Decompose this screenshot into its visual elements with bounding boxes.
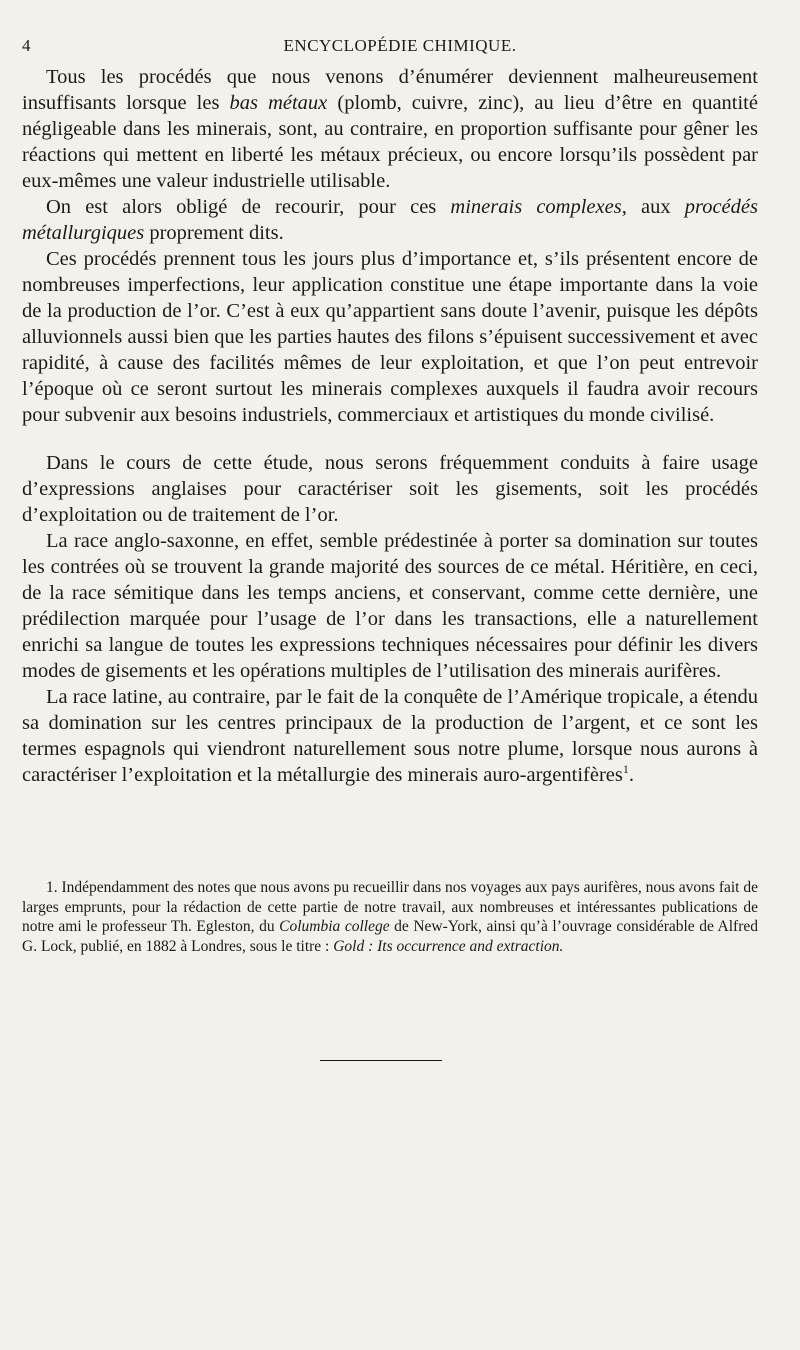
footnotes <box>22 878 758 956</box>
text-run: Ces procédés prennent tous les jours plus d’importance et, s’ils présentent encore de nombreuses imperfections, leur application constitue une étape importante dans la voie de la production de l’or. C’est à eux qu’appartient sans doute l’avenir, puisque les dépôts alluvionnels aussi bien que les parties hautes des filons s’épuisent successivement et avec rapidité, à cause des facilités mêmes de leur exploitation, et que l’on peut entrevoir l’époque où ce seront surtout les minerais complexes auxquels il faudra avoir recours pour subvenir aux besoins industriels, commerciaux et artistiques du monde civilisé. <box>22 248 758 426</box>
body-text <box>22 64 758 788</box>
paragraph <box>22 684 758 788</box>
text-run: 1. Indépendamment des notes que nous avons pu recueillir dans nos voyages aux pays aurifères, nous avons fait de larges emprunts, pour la rédaction de cette partie de notre travail, aux nombreuses et intéressantes publications de notre ami le professeur Th. Egleston, du <box>22 879 758 935</box>
text-run: de New-York, ainsi qu’à l’ouvrage considérable de Alfred G. Lock, publié, en 1882 à Londres, sous le titre : <box>22 918 759 955</box>
text-run: proprement dits. <box>144 222 284 244</box>
paragraph <box>22 194 758 246</box>
italic-phrase: bas métaux <box>229 92 328 114</box>
text-run: . <box>628 764 635 786</box>
paragraph <box>22 528 758 684</box>
page-header <box>22 36 778 60</box>
text-run: Dans le cours de cette étude, nous serons fréquemment conduits à faire usage d’expressions anglaises pour caractériser soit les gisements, soit les procédés d’exploitation ou de traitement de l’or. <box>22 452 758 526</box>
end-rule <box>320 1060 442 1061</box>
text-run: Tous les procédés que nous venons d’énumérer deviennent malheureusement insuffisants lorsque les <box>22 66 758 114</box>
italic-phrase: minerais complexes <box>450 196 622 218</box>
text-run: La race anglo-saxonne, en effet, semble prédestinée à porter sa domination sur toutes les contrées où se trouvent la grande majorité des sources de ce métal. Héritière, en ceci, de la race sémitique dans les temps anciens, et conservant, comme cette dernière, une prédilection marquée pour l’usage de l’or dans les transactions, elle a naturellement enrichi sa langue de toutes les expressions techniques nécessaires pour définir les divers modes de gisements et les opérations multiples de l’utilisation des minerais aurifères. <box>22 530 758 682</box>
paragraph <box>22 64 758 194</box>
paragraph <box>22 450 758 528</box>
text-run: La race latine, au contraire, par le fait de la conquête de l’Amérique tropicale, a étendu sa domination sur les centres principaux de la production de l’argent, et ce sont les termes espagnols qui viendront naturellement sous notre plume, lorsque nous aurons à caractériser l’exploitation et la métallurgie des minerais auro-argentifères <box>22 686 758 786</box>
footnote-reference: 1 <box>622 762 629 777</box>
text-run: , aux <box>621 196 685 218</box>
page-number: 4 <box>22 36 31 55</box>
text-run: (plomb, cuivre, zinc), au lieu d’être en quantité négligeable dans les minerais, sont, au contraire, en proportion suffisante pour gêner les réactions qui mettent en liberté les métaux précieux, ou encore lorsqu’ils possèdent par eux-mêmes une valeur industrielle utilisable. <box>22 92 758 192</box>
text-run: On est alors obligé de recourir, pour ces <box>46 196 451 218</box>
italic-phrase: procédés métallurgiques <box>22 196 758 244</box>
paragraph <box>22 246 758 428</box>
italic-phrase: Gold : Its occurrence and extraction. <box>333 937 564 955</box>
footnote <box>22 878 758 956</box>
running-title: ENCYCLOPÉDIE CHIMIQUE. <box>283 36 517 55</box>
italic-phrase: Columbia college <box>279 918 390 935</box>
